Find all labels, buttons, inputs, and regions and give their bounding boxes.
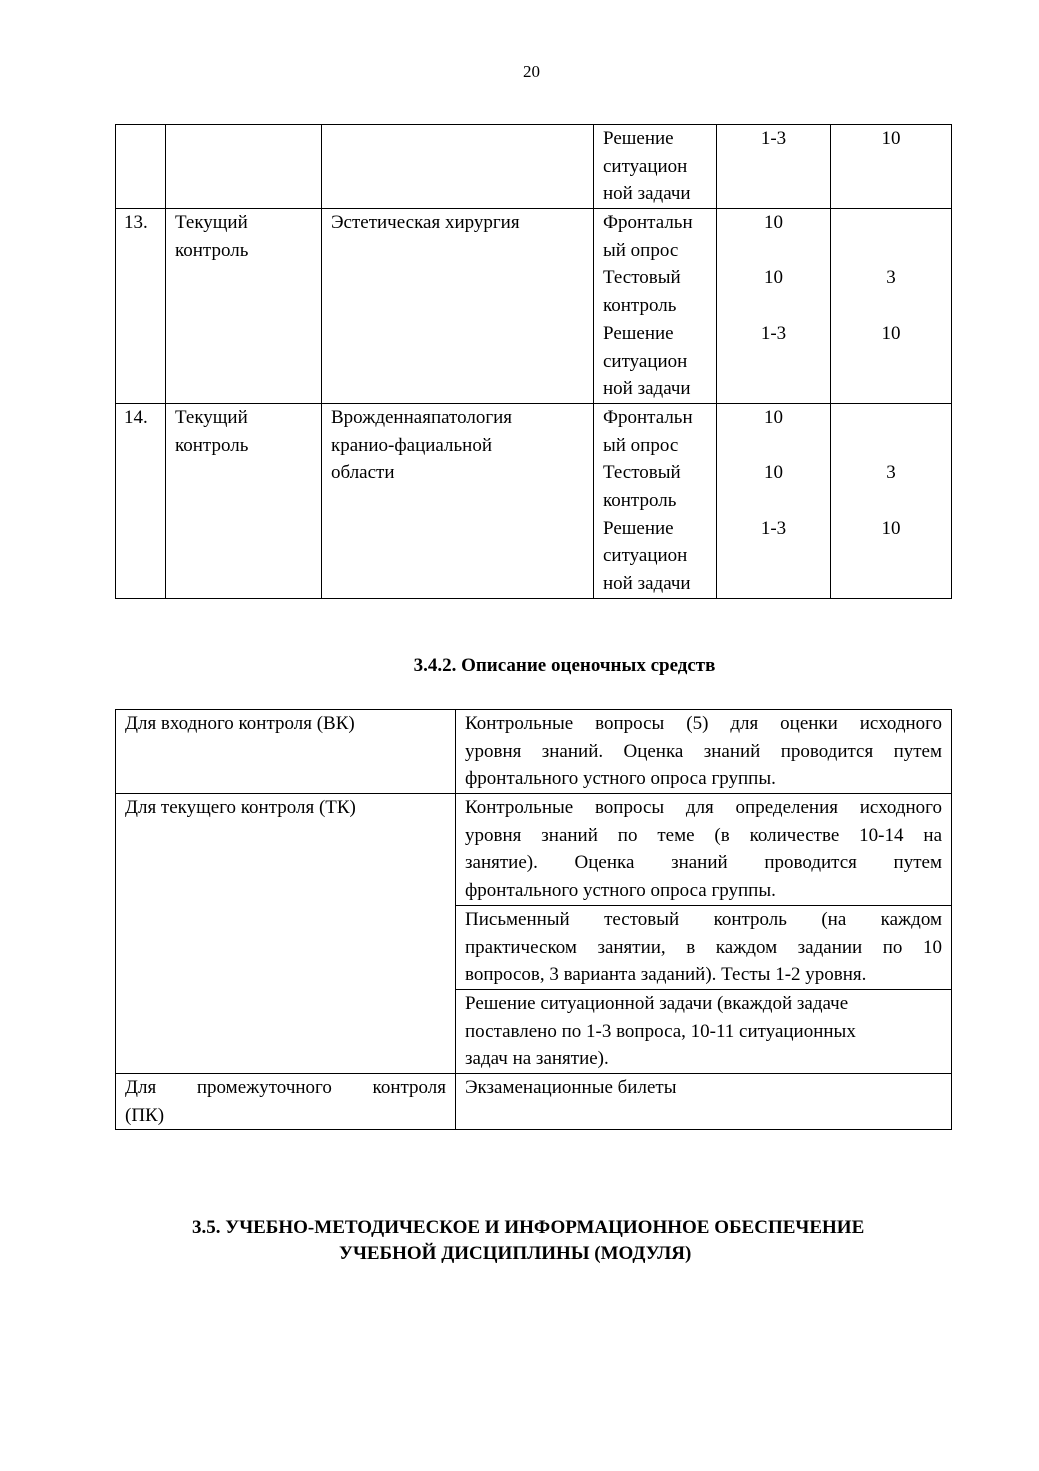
question-count (717, 209, 831, 404)
cell-line: области (331, 462, 395, 484)
cell-line: ситуацион (603, 545, 688, 567)
table-row (116, 209, 952, 404)
cell-line: ситуацион (603, 155, 688, 177)
cell-line: 10 (881, 128, 901, 149)
cell-line: ый опрос (603, 434, 679, 456)
cell-line: контроль (603, 489, 677, 511)
cell-line: контроль (175, 239, 249, 261)
assessment-schedule-table (115, 124, 952, 599)
topic-word: патология (430, 406, 513, 428)
cell-line (831, 209, 951, 237)
cell-line: ной задачи (603, 183, 691, 205)
cell-line (831, 292, 951, 320)
cell-line: 1-3 (760, 322, 787, 344)
cell-line: 10 (764, 267, 783, 289)
cell-line: 10 (764, 212, 783, 234)
row-number (116, 403, 166, 598)
topic-first-line (331, 404, 584, 432)
cell-line: Текущий (175, 212, 248, 234)
cell-line (717, 348, 830, 376)
cell-line: 10 (881, 517, 901, 539)
row-number (116, 125, 166, 209)
cell-line: ной задачи (603, 378, 691, 400)
cell-line: 3 (886, 267, 896, 289)
control-type (166, 209, 322, 404)
table-row (116, 794, 952, 1074)
control-type (166, 125, 322, 209)
cell-line (717, 292, 830, 320)
cell-line: ной задачи (603, 573, 691, 594)
control-description (456, 794, 952, 1074)
topic-word: Врожденная (331, 406, 431, 428)
cell-line (831, 432, 951, 460)
cell-line: 3 (886, 462, 896, 484)
assessment-form (594, 403, 717, 598)
cell-line (831, 348, 951, 376)
cell-line: Эстетическая хирургия (331, 212, 520, 234)
cell-line (831, 542, 951, 570)
cell-line: контроль (175, 434, 249, 456)
table-row (116, 403, 952, 598)
cell-line (717, 542, 830, 570)
row-number-text: 13. (124, 212, 148, 234)
control-label: Для текущего контроля (ТК) (116, 794, 456, 1074)
question-count (717, 403, 831, 598)
task-count (831, 403, 952, 598)
control-type (166, 403, 322, 598)
cell-line: Тестовый (603, 267, 681, 289)
cell-line (717, 432, 830, 460)
cell-line: кранио-фациальной (331, 434, 492, 456)
cell-line (831, 237, 951, 265)
description-block: Письменный тестовый контроль (на каждом практическом занятии, в каждом задании по 10 вопросов, 3 варианта заданий). Тесты 1-2 уровня. (456, 905, 951, 989)
cell-line: Фронтальн (603, 406, 693, 428)
control-description: Экзаменационные билеты (456, 1073, 952, 1129)
cell-line: Тестовый (603, 462, 681, 484)
cell-line (717, 487, 830, 515)
cell-line (717, 237, 830, 265)
cell-line: 10 (881, 322, 901, 344)
task-count (831, 125, 952, 209)
cell-line (831, 375, 951, 403)
control-label: Для промежуточного контроля (ПК) (116, 1073, 456, 1129)
task-count (831, 209, 952, 404)
cell-line: 10 (764, 406, 783, 428)
section-title: 3.5. УЧЕБНО-МЕТОДИЧЕСКОЕ И ИНФОРМАЦИОННОЕ ОБЕСПЕЧЕНИЕ УЧЕБНОЙ ДИСЦИПЛИНЫ (МОДУЛЯ) (192, 1217, 865, 1264)
cell-line (831, 404, 951, 432)
question-count (717, 125, 831, 209)
row-number-text (124, 125, 165, 153)
row-number-text: 14. (124, 406, 148, 428)
subheading: 3.4.2. Описание оценочных средств (413, 655, 716, 676)
cell-line: ситуацион (603, 350, 688, 372)
topic (322, 209, 594, 404)
assessment-tools-table (115, 709, 952, 1130)
cell-line: ый опрос (603, 239, 679, 261)
cell-line: 1-3 (760, 517, 787, 539)
cell-line: контроль (603, 295, 677, 317)
topic (322, 403, 594, 598)
page-number: 20 (523, 62, 540, 81)
cell-line: Решение (603, 322, 674, 344)
assessment-form (594, 209, 717, 404)
assessment-form (594, 125, 717, 209)
table-row (116, 125, 952, 209)
row-number (116, 209, 166, 404)
cell-line: Текущий (175, 406, 248, 428)
topic (322, 125, 594, 209)
cell-line (717, 570, 830, 598)
table-row (116, 710, 952, 794)
cell-line (717, 375, 830, 403)
table-row (116, 1073, 952, 1129)
cell-line: Решение (603, 517, 674, 539)
description-block: Решение ситуационной задачи (вкаждой задаче поставлено по 1-3 вопроса, 10-11 ситуационных задач на занятие). (456, 989, 951, 1073)
control-description: Контрольные вопросы (5) для оценки исходного уровня знаний. Оценка знаний проводится путем фронтального устного опроса группы. (456, 710, 952, 794)
cell-line: 10 (764, 462, 783, 484)
cell-line (831, 570, 951, 598)
description-block: Контрольные вопросы для определения исходного уровня знаний по теме (в количестве 10-14 на занятие). Оценка знаний проводится путем фронтального устного опроса группы. (465, 797, 942, 902)
cell-line (831, 487, 951, 515)
control-label: Для входного контроля (ВК) (116, 710, 456, 794)
cell-line: Фронтальн (603, 212, 693, 234)
cell-line: Решение (603, 128, 674, 149)
cell-line: 1-3 (760, 128, 787, 149)
